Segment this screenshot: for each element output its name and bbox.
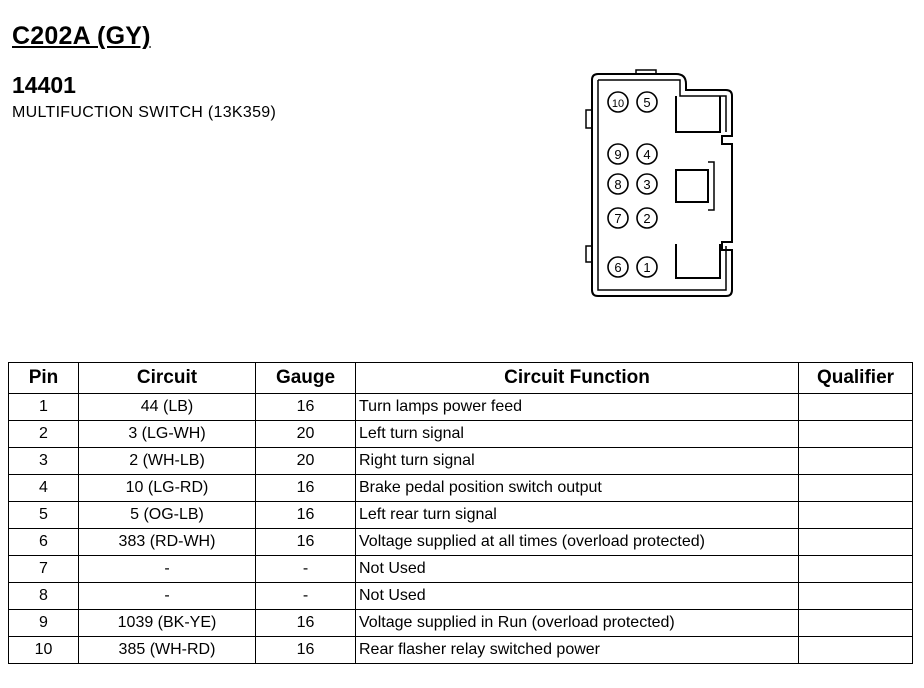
circuit-cell: 3 (LG-WH) [79, 421, 256, 448]
connector-pin [637, 257, 657, 277]
table-row [9, 475, 913, 502]
connector-pin [637, 144, 657, 164]
pin-number-label: 3 [643, 177, 651, 192]
pin-cell: 8 [9, 583, 79, 610]
table-row [9, 529, 913, 556]
connector-pin [608, 144, 628, 164]
table-row [9, 448, 913, 475]
pin-number-label: 9 [614, 147, 622, 162]
table-header-row [9, 363, 913, 394]
circuit-cell: 383 (RD-WH) [79, 529, 256, 556]
middle-latch-tab [676, 170, 708, 202]
column-header-circuit-function: Circuit Function [356, 363, 799, 394]
upper-latch-tab [676, 96, 720, 132]
table-row [9, 556, 913, 583]
table-row [9, 421, 913, 448]
connector-id-title: C202A (GY) [12, 22, 151, 50]
pin-cell: 3 [9, 448, 79, 475]
pin-cell: 4 [9, 475, 79, 502]
pin-cell: 5 [9, 502, 79, 529]
circuit-function-cell: Not Used [356, 583, 799, 610]
qualifier-cell [799, 637, 913, 664]
gauge-cell: 16 [256, 475, 356, 502]
pin-number-label: 7 [614, 211, 622, 226]
gauge-cell: - [256, 556, 356, 583]
circuit-cell: - [79, 583, 256, 610]
pin-number-label: 4 [643, 147, 651, 162]
connector-pin [608, 174, 628, 194]
pin-number-label: 6 [614, 260, 622, 275]
connector-pin [608, 92, 628, 112]
pin-number-label: 10 [611, 98, 625, 110]
qualifier-cell [799, 529, 913, 556]
table-row [9, 394, 913, 421]
circuit-function-cell: Left rear turn signal [356, 502, 799, 529]
circuit-function-cell: Brake pedal position switch output [356, 475, 799, 502]
column-header-pin: Pin [9, 363, 79, 394]
pinout-table [8, 362, 913, 664]
pin-cell: 7 [9, 556, 79, 583]
pin-cell: 6 [9, 529, 79, 556]
circuit-function-cell: Voltage supplied at all times (overload protected) [356, 529, 799, 556]
pin-cell: 9 [9, 610, 79, 637]
gauge-cell: 16 [256, 610, 356, 637]
pin-number-label: 8 [614, 177, 622, 192]
table-row [9, 583, 913, 610]
connector-face-diagram [576, 66, 746, 306]
gauge-cell: 20 [256, 421, 356, 448]
gauge-cell: 16 [256, 529, 356, 556]
part-number: 14401 [12, 72, 76, 98]
circuit-cell: 1039 (BK-YE) [79, 610, 256, 637]
connector-pin [608, 257, 628, 277]
pin-number-label: 2 [643, 211, 651, 226]
gauge-cell: 16 [256, 394, 356, 421]
circuit-cell: 44 (LB) [79, 394, 256, 421]
column-header-gauge: Gauge [256, 363, 356, 394]
table-row [9, 502, 913, 529]
gauge-cell: 16 [256, 637, 356, 664]
qualifier-cell [799, 502, 913, 529]
circuit-function-cell: Right turn signal [356, 448, 799, 475]
circuit-cell: 5 (OG-LB) [79, 502, 256, 529]
column-header-circuit: Circuit [79, 363, 256, 394]
circuit-function-cell: Rear flasher relay switched power [356, 637, 799, 664]
table-row [9, 610, 913, 637]
pin-number-label: 1 [643, 260, 651, 275]
circuit-cell: 2 (WH-LB) [79, 448, 256, 475]
gauge-cell: 16 [256, 502, 356, 529]
pin-cell: 1 [9, 394, 79, 421]
connector-pin [637, 208, 657, 228]
qualifier-cell [799, 556, 913, 583]
pin-number-label: 5 [643, 95, 651, 110]
connector-pin [608, 208, 628, 228]
circuit-cell: - [79, 556, 256, 583]
qualifier-cell [799, 610, 913, 637]
column-header-qualifier: Qualifier [799, 363, 913, 394]
connector-pin [637, 174, 657, 194]
part-name: MULTIFUCTION SWITCH (13K359) [12, 104, 277, 121]
connector-pin [637, 92, 657, 112]
circuit-cell: 10 (LG-RD) [79, 475, 256, 502]
circuit-cell: 385 (WH-RD) [79, 637, 256, 664]
qualifier-cell [799, 394, 913, 421]
table-row [9, 637, 913, 664]
lower-latch-tab [676, 244, 720, 278]
circuit-function-cell: Left turn signal [356, 421, 799, 448]
gauge-cell: - [256, 583, 356, 610]
qualifier-cell [799, 475, 913, 502]
qualifier-cell [799, 583, 913, 610]
gauge-cell: 20 [256, 448, 356, 475]
pin-cell: 2 [9, 421, 79, 448]
pin-cell: 10 [9, 637, 79, 664]
circuit-function-cell: Not Used [356, 556, 799, 583]
circuit-function-cell: Voltage supplied in Run (overload protected) [356, 610, 799, 637]
qualifier-cell [799, 421, 913, 448]
circuit-function-cell: Turn lamps power feed [356, 394, 799, 421]
qualifier-cell [799, 448, 913, 475]
